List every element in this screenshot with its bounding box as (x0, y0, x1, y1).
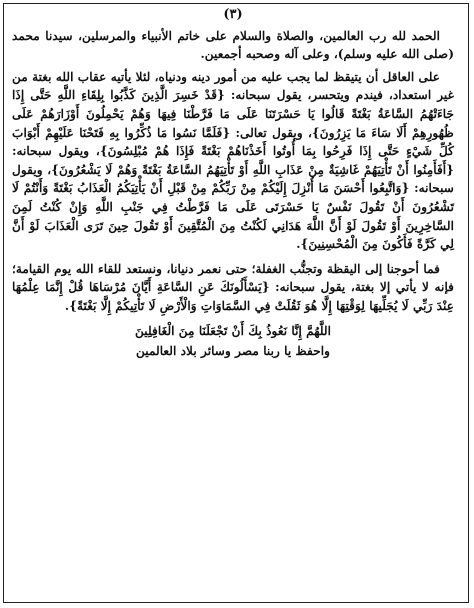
body-paragraph-2: فما أحوجنا إلى اليقظة وتجنُّب الغفلة؛ حتى نعمر دنيانا، ونستعد للقاء الله يوم القيامة؛ فإنه لا يأتي إلا بغتة، يقول سبحانه: {يَسْأَلُونَكَ عَنِ السَّاعَةِ أَيَّانَ مُرْسَاهَا قُلْ إِنَّمَا عِلْمُهَا عِنْدَ رَبِّي لَا يُجَلِّيهَا لِوَقْتِهَا إِلَّا هُوَ ثَقُلَتْ فِي السَّمَاوَاتِ وَالْأَرْضِ لَا تَأْتِيكُمْ إِلَّا بَغْتَةً}. (12, 261, 454, 313)
page-number: (٣) (223, 7, 243, 22)
closing-supplication: اللَّهُمَّ إِنَّا نَعُوذُ بِكَ أَنْ تَجْعَلَنَا مِنَ الْغَافِلِينَ (135, 323, 331, 338)
document-body (12, 6, 454, 363)
opening-paragraph: الحمد لله رب العالمين، والصلاة والسلام على خاتم الأنبياء والمرسلين، سيدنا محمد (صلى الله عليه وسلم)، وعلى آله وصحبه أجمعين. (12, 28, 454, 62)
body-paragraph-1: على العاقل أن يتيقظ لما يجب عليه من أمور دينه ودنياه، لئلا يأتيه عقاب الله بغتة من غير استعداد، فيندم ويتحسر، يقول سبحانه: {قَدْ خَسِرَ الَّذِينَ كَذَّبُوا بِلِقَاءِ اللَّهِ حَتَّى إِذَا جَاءَتْهُمُ السَّاعَةُ بَغْتَةً قَالُوا يَا حَسْرَتَنَا عَلَى مَا فَرَّطْنَا فِيهَا وَهُمْ يَحْمِلُونَ أَوْزَارَهُمْ عَلَى ظُهُورِهِمْ أَلَا سَاءَ مَا يَزِرُونَ}، ويقول تعالى: {فَلَمَّا نَسُوا مَا ذُكِّرُوا بِهِ فَتَحْنَا عَلَيْهِمْ أَبْوَابَ كُلِّ شَيْءٍ حَتَّى إِذَا فَرِحُوا بِمَا أُوتُوا أَخَذْنَاهُمْ بَغْتَةً فَإِذَا هُمْ مُبْلِسُونَ}، ويقول سبحانه: {أَفَأَمِنُوا أَنْ تَأْتِيَهُمْ غَاشِيَةٌ مِنْ عَذَابِ اللَّهِ أَوْ تَأْتِيَهُمُ السَّاعَةُ بَغْتَةً وَهُمْ لَا يَشْعُرُونَ}، ويقول سبحانه: {وَاتَّبِعُوا أَحْسَنَ مَا أُنْزِلَ إِلَيْكُمْ مِنْ رَبِّكُمْ مِنْ قَبْلِ أَنْ يَأْتِيَكُمُ الْعَذَابُ بَغْتَةً وَأَنْتُمْ لَا تَشْعُرُونَ أَنْ تَقُولَ نَفْسٌ يَا حَسْرَتَى عَلَى مَا فَرَّطْتُ فِي جَنْبِ اللَّهِ وَإِنْ كُنْتُ لَمِنَ السَّاخِرِينَ أَوْ تَقُولَ لَوْ أَنَّ اللَّهَ هَدَانِي لَكُنْتُ مِنَ الْمُتَّقِينَ أَوْ تَقُولَ حِينَ تَرَى الْعَذَابَ لَوْ أَنَّ لِي كَرَّةً فَأَكُونَ مِنَ الْمُحْسِنِينَ}. (12, 69, 454, 252)
closing-protection: واحفظ يا ربنا مصر وسائر بلاد العالمين (135, 344, 331, 359)
